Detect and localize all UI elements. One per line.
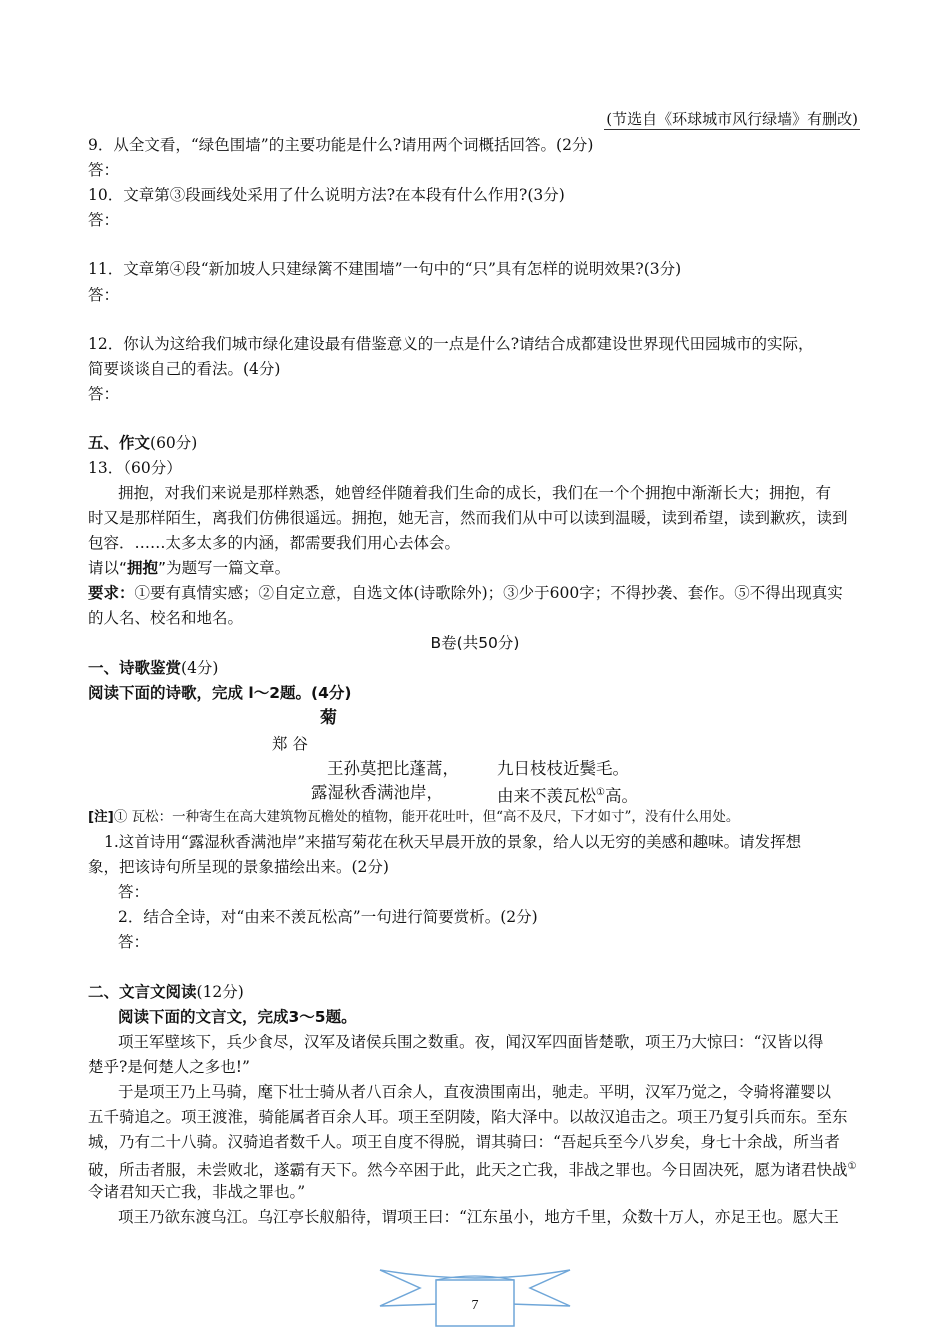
poem-line-2b	[497, 782, 638, 808]
classical-text-line: 城，乃有二十八骑。汉骑追者数千人。项王自度不得脱，谓其骑曰：“吾起兵至今八岁矣，身七十余战，所当者	[88, 1133, 840, 1151]
classical-text-line	[88, 1156, 856, 1181]
classical-text-line: 楚乎?是何楚人之多也!”	[88, 1058, 250, 1076]
essay-prompt-line: 时又是那样陌生，离我们仿佛很遥远。拥抱，她无言，然而我们从中可以读到温暖，读到希望，读到歉疚，读到	[88, 509, 848, 527]
classical-heading-label: 二、文言文阅读	[88, 983, 197, 1001]
classical-instruction: 阅读下面的文言文，完成3～5题。	[118, 1008, 357, 1026]
poetry-heading-score: (4分)	[181, 659, 219, 677]
footnote-marker: ①	[596, 787, 605, 798]
essay-prompt-line: 拥抱，对我们来说是那样熟悉，她曾经伴随着我们生命的成长，我们在一个个拥抱中渐渐长大；拥抱，有	[118, 484, 832, 502]
essay-heading-label: 五、作文	[88, 434, 151, 452]
answer-label: 答：	[118, 883, 150, 901]
essay-task-prefix: 请以“	[88, 559, 128, 577]
poetry-q1-line1: 1.这首诗用“露湿秋香满池岸”来描写菊花在秋天早晨开放的景象，给人以无穷的美感和趣味。请发挥想	[104, 833, 802, 851]
question-9: 9．从全文看，“绿色围墙”的主要功能是什么?请用两个词概括回答。(2分)	[88, 136, 594, 154]
question-10: 10．文章第③段画线处采用了什么说明方法?在本段有什么作用?(3分)	[88, 186, 565, 204]
classical-text: 破，所击者服，未尝败北，遂霸有天下。然今卒困于此，此天之亡我，非战之罪也。今日固决死，愿为诸君快战	[88, 1161, 848, 1180]
answer-label: 答：	[88, 385, 120, 403]
answer-label: 答：	[88, 286, 120, 304]
essay-task-title: 拥抱	[127, 559, 159, 577]
footnote-marker: ①	[847, 1161, 857, 1172]
classical-heading-score: (12分)	[196, 983, 244, 1001]
poem-title: 菊	[320, 708, 337, 728]
poem-note	[88, 806, 739, 828]
poetry-q1-line2: 象，把该诗句所呈现的景象描绘出来。(2分)	[88, 858, 389, 876]
section-b-title: B卷(共50分)	[430, 634, 520, 652]
poem-line-1a: 王孙莫把比蓬蒿，	[327, 759, 459, 778]
essay-requirements-line2: 的人名、校名和地名。	[88, 609, 244, 627]
essay-heading-score: (60分)	[150, 434, 198, 452]
poetry-heading	[88, 657, 218, 679]
essay-task	[88, 557, 290, 579]
classical-text-line: 于是项王乃上马骑，麾下壮士骑从者八百余人，直夜溃围南出，驰走。平明，汉军乃觉之，令骑将灌婴以	[118, 1083, 832, 1101]
question-11: 11．文章第④段“新加坡人只建绿篱不建围墙”一句中的“只”具有怎样的说明效果?(3分)	[88, 260, 682, 278]
classical-text-line: 项王军壁垓下，兵少食尽，汉军及诸侯兵围之数重。夜，闻汉军四面皆楚歌，项王乃大惊曰：“汉皆以得	[118, 1033, 824, 1051]
question-12-line1: 12．你认为这给我们城市绿化建设最有借鉴意义的一点是什么?请结合成都建设世界现代田园城市的实际，	[88, 335, 814, 353]
answer-label: 答：	[118, 933, 150, 951]
classical-text-line: 项王乃欲东渡乌江。乌江亭长舣船待，谓项王曰：“江东虽小，地方千里，众数十万人，亦足王也。愿大王	[118, 1208, 839, 1226]
requirements-text: ①要有真情实感；②自定立意，自选文体(诗歌除外)；③少于600字；不得抄袭、套作。⑤不得出现真实	[134, 584, 843, 602]
source-note: (节选自《环球城市风行绿墙》有删改)	[606, 110, 858, 128]
poem-line-2b-end: 高。	[604, 786, 638, 806]
requirements-label: 要求：	[88, 584, 135, 602]
essay-heading	[88, 432, 197, 454]
essay-prompt-line: 包容．……太多太多的内涵，都需要我们用心去体会。	[88, 534, 461, 552]
essay-task-suffix: ”为题写一篇文章。	[158, 559, 291, 577]
poem-line-1b: 九日枝枝近鬓毛。	[497, 759, 629, 778]
poetry-instruction: 阅读下面的诗歌，完成 l～2题。(4分)	[88, 684, 352, 702]
classical-heading	[88, 981, 244, 1003]
answer-label: 答：	[88, 161, 120, 179]
answer-label: 答：	[88, 211, 120, 229]
poetry-q2: 2．结合全诗，对“由来不羡瓦松高”一句进行简要赏析。(2分)	[118, 908, 538, 926]
note-label: [注]	[88, 809, 114, 825]
question-12-line2: 简要谈谈自己的看法。(4分)	[88, 360, 281, 378]
poem-line-2b-text: 由来不羡瓦松	[497, 786, 596, 806]
page-number: 7	[471, 1298, 479, 1313]
poem-line-2a: 露湿秋香满池岸，	[311, 783, 443, 802]
classical-text-line: 令诸君知天亡我，非战之罪也。”	[88, 1183, 306, 1201]
poem-author: 郑 谷	[272, 735, 308, 753]
poetry-heading-label: 一、诗歌鉴赏	[88, 659, 182, 677]
note-text: ① 瓦松：一种寄生在高大建筑物瓦檐处的植物，能开花吐叶，但“高不及尺，下才如寸”，没有什么用处。	[113, 809, 740, 825]
essay-requirements-line1	[88, 582, 843, 604]
classical-text-line: 五千骑追之。项王渡淮，骑能属者百余人耳。项王至阴陵，陷大泽中。以故汉追击之。项王乃复引兵而东。至东	[88, 1108, 848, 1126]
essay-number: 13．（60分）	[88, 459, 182, 477]
